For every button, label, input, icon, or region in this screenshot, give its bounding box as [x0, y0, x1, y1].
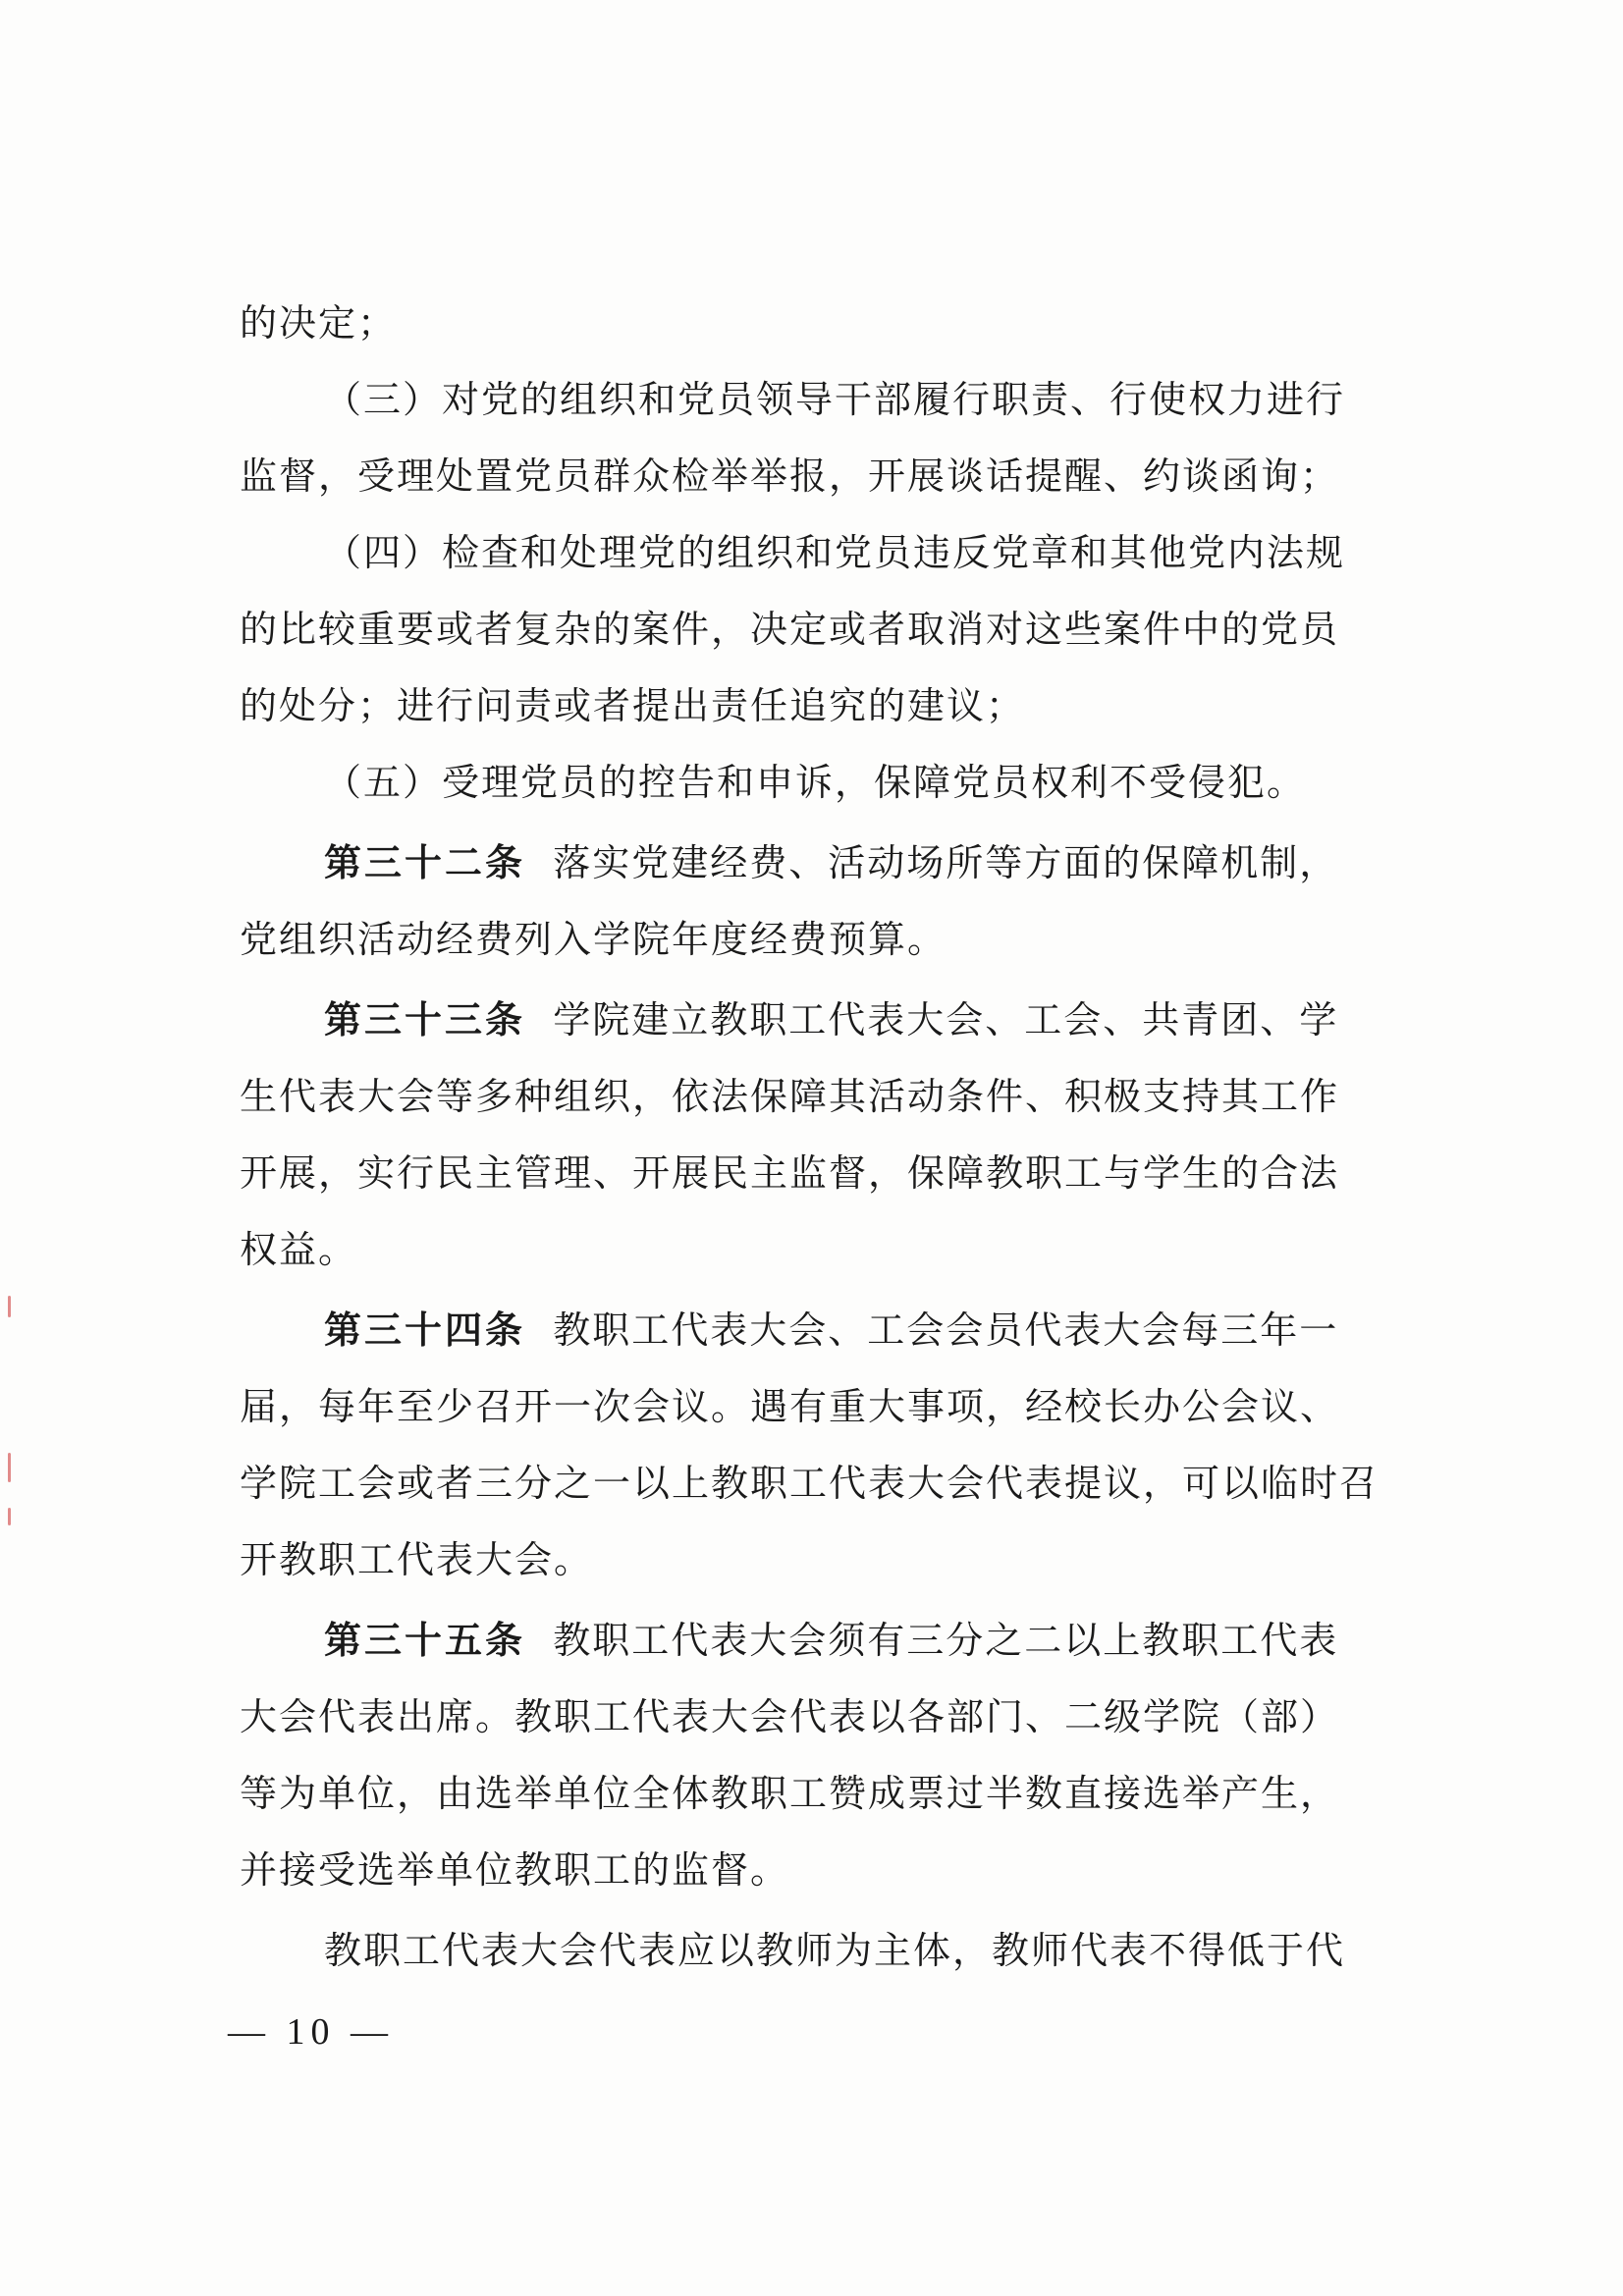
article-number: 第三十二条 — [324, 841, 526, 884]
text-line: （四）检查和处理党的组织和党员违反党章和其他党内法规 — [324, 531, 1346, 574]
text-line: 党组织活动经费列入学院年度经费预算。 — [240, 918, 947, 961]
body-text — [240, 285, 1418, 1989]
margin-mark — [8, 1453, 11, 1482]
margin-mark — [8, 1296, 11, 1317]
text-line: 的处分；进行问责或者提出责任追究的建议； — [240, 684, 1026, 727]
article-line: 第三十二条 落实党建经费、活动场所等方面的保障机制， — [324, 841, 1339, 884]
text-line: 学院工会或者三分之一以上教职工代表大会代表提议，可以临时召 — [240, 1462, 1380, 1505]
text-line: 生代表大会等多种组织，依法保障其活动条件、积极支持其工作 — [240, 1075, 1340, 1118]
text-line: 大会代表出席。教职工代表大会代表以各部门、二级学院（部） — [240, 1695, 1340, 1738]
article-number: 第三十三条 — [324, 998, 526, 1041]
margin-mark — [8, 1508, 11, 1525]
text-line: 权益。 — [240, 1228, 358, 1271]
text-line: （五）受理党员的控告和申诉，保障党员权利不受侵犯。 — [324, 761, 1307, 804]
text-line: 开展，实行民主管理、开展民主监督，保障教职工与学生的合法 — [240, 1151, 1340, 1195]
article-line: 第三十四条 教职工代表大会、工会会员代表大会每三年一 — [324, 1308, 1339, 1352]
text-line: 开教职工代表大会。 — [240, 1538, 594, 1581]
article-number: 第三十五条 — [324, 1619, 526, 1662]
text-line: （三）对党的组织和党员领导干部履行职责、行使权力进行 — [324, 378, 1346, 421]
page-number: — 10 — — [228, 2011, 394, 2053]
article-line: 第三十三条 学院建立教职工代表大会、工会、共青团、学 — [324, 998, 1339, 1041]
article-line: 第三十五条 教职工代表大会须有三分之二以上教职工代表 — [324, 1619, 1339, 1662]
text-line: 的比较重要或者复杂的案件，决定或者取消对这些案件中的党员 — [240, 608, 1340, 651]
text-line: 并接受选举单位教职工的监督。 — [240, 1848, 790, 1892]
text-line: 教职工代表大会代表应以教师为主体，教师代表不得低于代 — [324, 1929, 1346, 1972]
text-line: 监督，受理处置党员群众检举举报，开展谈话提醒、约谈函询； — [240, 454, 1340, 498]
text-line: 的决定； — [240, 301, 398, 345]
text-line: 等为单位，由选举单位全体教职工赞成票过半数直接选举产生， — [240, 1772, 1340, 1815]
text-line: 届，每年至少召开一次会议。遇有重大事项，经校长办公会议、 — [240, 1385, 1340, 1428]
article-number: 第三十四条 — [324, 1308, 526, 1352]
